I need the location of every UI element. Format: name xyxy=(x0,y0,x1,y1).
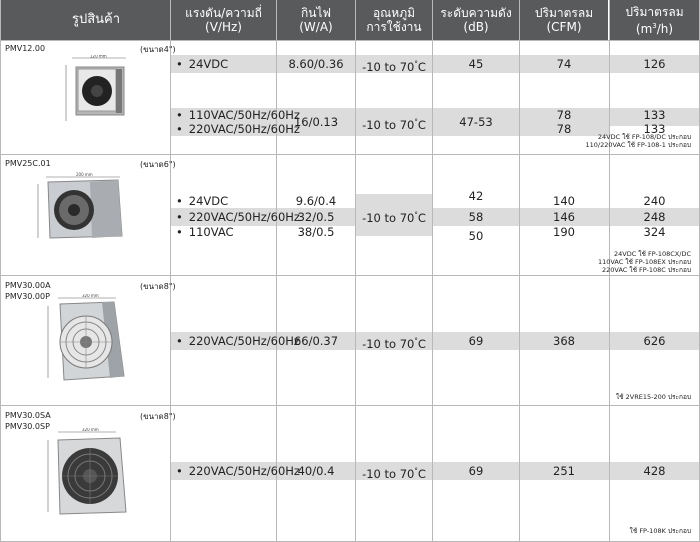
spec-power: 16/0.13 xyxy=(293,115,339,129)
header-temp xyxy=(356,0,432,40)
spec-power: 8.60/0.36 xyxy=(288,57,344,71)
note-line: ใช้ FP-108K ประกอบ xyxy=(629,527,691,535)
note-line: 24VDC ใช้ FP-108CX/DC xyxy=(614,250,691,258)
header-temp-line1: อุณหภูมิ xyxy=(372,6,416,20)
header-m3h xyxy=(609,0,700,40)
spec-noise: 45 xyxy=(468,57,484,71)
spec-voltage: • 220VAC/50Hz/60Hz xyxy=(176,122,300,136)
spec-voltage: • 24VDC xyxy=(176,57,228,71)
spec-power: 9.6/0.4 xyxy=(295,194,337,208)
note-line: 24VDC ใช้ FP-108/DC ประกอบ xyxy=(597,133,691,141)
note-line: 220VAC ใช้ FP-108C ประกอบ xyxy=(602,266,691,274)
model-name: PMV25C.01 xyxy=(5,159,51,168)
header-temp-line2: การใช้งาน xyxy=(366,20,422,34)
note-line: 110/220VAC ใช้ FP-108-1 ประกอบ xyxy=(585,141,691,149)
header-cfm xyxy=(520,0,608,40)
spec-temp: -10 to 70°C xyxy=(362,210,426,225)
header-cfm-line1: ปริมาตรลม xyxy=(534,6,594,20)
spec-cfm: 190 xyxy=(553,225,575,239)
size-label: (ขนาด4") xyxy=(140,45,176,54)
spec-m3h: 133 xyxy=(643,108,666,122)
header-product xyxy=(0,0,170,40)
svg-text:320 mm: 320 mm xyxy=(82,428,99,432)
model-name: PMV30.0SP xyxy=(5,422,50,431)
spec-m3h: 428 xyxy=(643,464,666,478)
spec-temp: -10 to 70°C xyxy=(362,336,426,351)
spec-voltage: • 110VAC xyxy=(176,225,234,239)
size-label: (ขนาด8") xyxy=(140,412,176,421)
spec-m3h: 626 xyxy=(643,334,666,348)
header-power xyxy=(277,0,355,40)
spec-voltage: • 24VDC xyxy=(176,194,228,208)
spec-voltage: • 220VAC/50Hz/60Hz xyxy=(176,210,300,224)
spec-m3h: 248 xyxy=(643,210,666,224)
spec-m3h: 126 xyxy=(643,57,666,71)
spec-power: 38/0.5 xyxy=(297,225,335,239)
spec-noise: 58 xyxy=(468,210,484,224)
spec-temp: -10 to 70°C xyxy=(362,117,426,132)
model-name: PMV30.0SA xyxy=(5,411,51,420)
spec-power: 66/0.37 xyxy=(293,334,339,348)
header-noise-line2: (dB) xyxy=(463,20,489,34)
header-voltage-line1: แรงดัน/ความถี่ xyxy=(185,6,262,20)
spec-cfm: 78 xyxy=(556,108,572,122)
spec-cfm: 140 xyxy=(553,194,575,208)
fan-filter-image xyxy=(40,428,130,520)
spec-cfm: 74 xyxy=(556,57,572,71)
header-power-line1: กินไฟ xyxy=(301,6,331,20)
model-name: PMV30.00A xyxy=(5,281,51,290)
spec-voltage: • 110VAC/50Hz/60Hz xyxy=(176,108,300,122)
header-noise xyxy=(433,0,519,40)
svg-text:120 mm: 120 mm xyxy=(90,55,107,59)
header-cfm-line2: (CFM) xyxy=(546,20,582,34)
spec-noise: 50 xyxy=(468,229,484,243)
svg-text:200 mm: 200 mm xyxy=(76,172,93,177)
header-product-label: รูปสินค้า xyxy=(72,12,121,27)
fan-filter-image xyxy=(30,172,130,244)
spec-noise: 47-53 xyxy=(459,115,493,129)
spec-m3h: 133 xyxy=(643,122,666,136)
spec-m3h: 324 xyxy=(643,225,666,239)
spec-cfm: 368 xyxy=(553,334,575,348)
note-line: ใช้ 2VRE15-200 ประกอบ xyxy=(615,393,691,401)
fan-filter-image xyxy=(60,55,130,125)
svg-text:320 mm: 320 mm xyxy=(82,294,99,298)
spec-cfm: 146 xyxy=(553,210,575,224)
header-voltage-line2: (V/Hz) xyxy=(205,20,242,34)
spec-temp: -10 to 70°C xyxy=(362,59,426,74)
spec-noise: 42 xyxy=(468,189,484,203)
header-voltage xyxy=(171,0,276,40)
header-noise-line1: ระดับความดัง xyxy=(440,6,512,20)
spec-voltage: • 220VAC/50Hz/60Hz xyxy=(176,334,300,348)
model-name: PMV12.00 xyxy=(5,44,46,53)
size-label: (ขนาด8") xyxy=(140,282,176,291)
spec-noise: 69 xyxy=(468,334,484,348)
spec-temp: -10 to 70°C xyxy=(362,466,426,481)
spec-cfm: 251 xyxy=(553,464,575,478)
fan-filter-image xyxy=(40,294,130,386)
spec-m3h: 240 xyxy=(643,194,666,208)
spec-power: 32/0.5 xyxy=(297,210,335,224)
header-m3h-line1: ปริมาตรลม xyxy=(625,4,684,19)
spec-voltage: • 220VAC/50Hz/60Hz xyxy=(176,464,300,478)
spec-cfm: 78 xyxy=(556,122,572,136)
model-name: PMV30.00P xyxy=(5,292,50,301)
spec-noise: 69 xyxy=(468,464,484,478)
size-label: (ขนาด6") xyxy=(140,160,176,169)
header-power-line2: (W/A) xyxy=(299,20,333,34)
note-line: 110VAC ใช้ FP-108EX ประกอบ xyxy=(598,258,691,266)
header-m3h-line2: $(m^3/h)$ xyxy=(635,21,674,36)
spec-power: 40/0.4 xyxy=(297,464,335,478)
